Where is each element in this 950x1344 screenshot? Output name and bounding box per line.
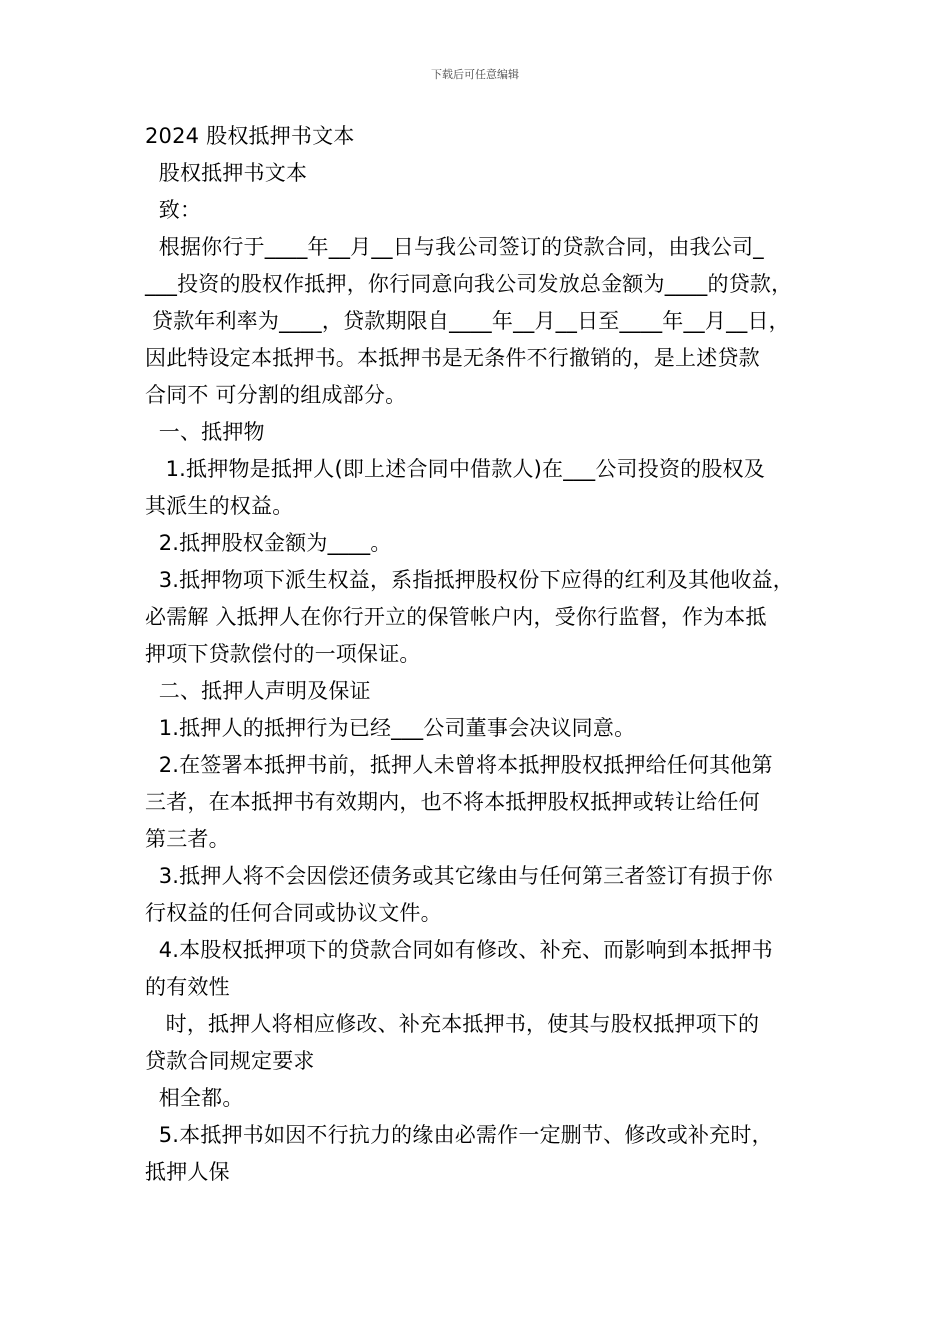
text-line: 押项下贷款偿付的一项保证。 (145, 642, 421, 666)
text-line: 2.抵押股权金额为____。 (145, 531, 392, 555)
text-line: 时，抵押人将相应修改、补充本抵押书，使其与股权抵押项下的 (145, 1012, 760, 1036)
text-line: 贷款年利率为____，贷款期限自____年__月__日至____年__月__日， (145, 309, 790, 333)
text-line: 3.抵押人将不会因偿还债务或其它缘由与任何第三者签订有损于你 (145, 864, 773, 888)
text-line: 3.抵押物项下派生权益，系指抵押股权份下应得的红利及其他收益， (145, 568, 794, 592)
text-line: 1.抵押物是抵押人(即上述合同中借款人)在___公司投资的股权及 (145, 457, 765, 481)
text-line: 相全都。 (145, 1086, 244, 1110)
text-line: ___投资的股权作抵押，你行同意向我公司发放总金额为____的贷款， (145, 272, 793, 296)
text-line: 一、抵押物 (145, 420, 265, 444)
page-header: 下载后可任意编辑 (431, 68, 519, 81)
text-line: 合同不 可分割的组成部分。 (145, 383, 407, 407)
document-body (145, 118, 815, 1191)
text-line: 致： (145, 198, 202, 222)
text-line: 抵押人保 (145, 1160, 230, 1184)
text-line: 股权抵押书文本 (145, 161, 308, 185)
text-line: 其派生的权益。 (145, 494, 294, 518)
text-line: 2.在签署本抵押书前，抵押人未曾将本抵押股权抵押给任何其他第 (145, 753, 773, 777)
text-line: 的有效性 (145, 975, 230, 999)
text-line: 5.本抵押书如因不行抗力的缘由必需作一定删节、修改或补充时， (145, 1123, 773, 1147)
text-line: 第三者。 (145, 827, 230, 851)
text-line: 4.本股权抵押项下的贷款合同如有修改、补充、而影响到本抵押书 (145, 938, 773, 962)
text-line: 根据你行于____年__月__日与我公司签订的贷款合同，由我公司_ (145, 235, 764, 259)
text-line: 贷款合同规定要求 (145, 1049, 315, 1073)
text-line: 二、抵押人声明及保证 (145, 679, 371, 703)
text-line: 行权益的任何合同或协议文件。 (145, 901, 442, 925)
document-title: 2024 股权抵押书文本 (145, 124, 355, 148)
text-line: 因此特设定本抵押书。本抵押书是无条件不行撤销的，是上述贷款 (145, 346, 760, 370)
text-line: 必需解 入抵押人在你行开立的保管帐户内，受你行监督，作为本抵 (145, 605, 767, 629)
text-line: 三者，在本抵押书有效期内，也不将本抵押股权抵押或转让给任何 (145, 790, 760, 814)
text-line: 1.抵押人的抵押行为已经___公司董事会决议同意。 (145, 716, 636, 740)
